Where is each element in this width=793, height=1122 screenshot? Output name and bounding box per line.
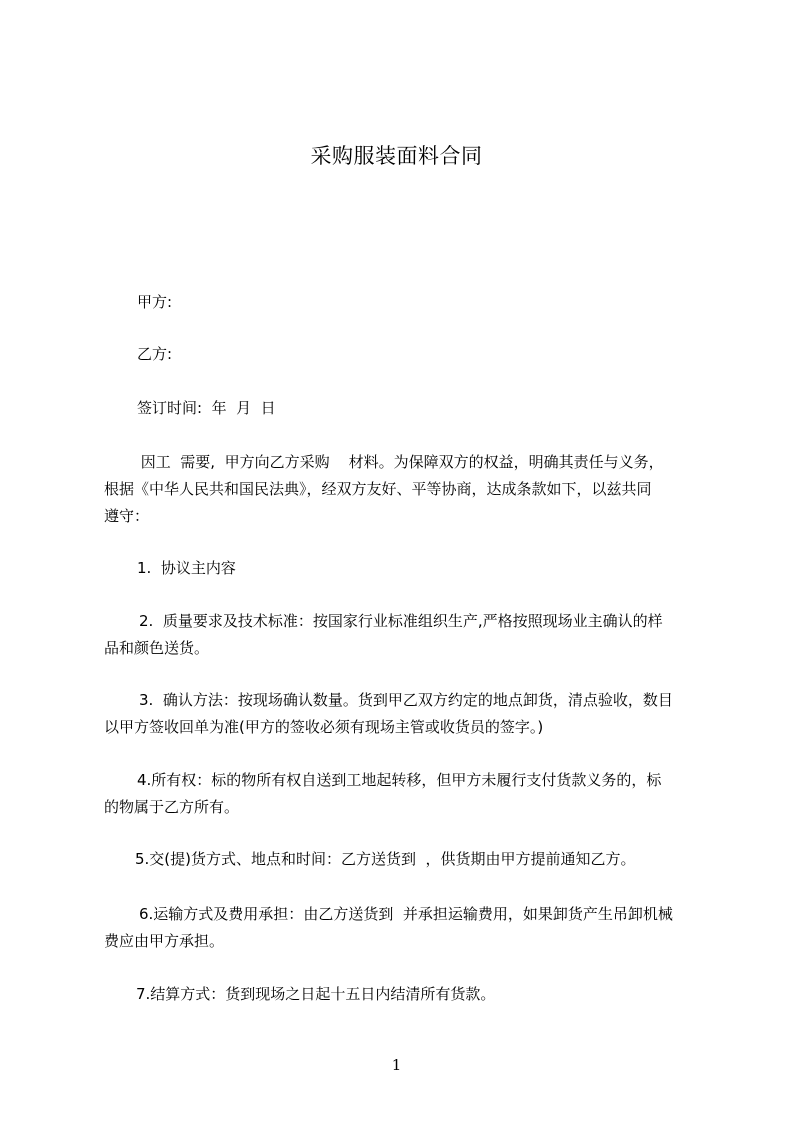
clause-3-paragraph [104,687,716,741]
clause-6-line-2: 费应由甲方承担。 [104,932,225,950]
clause-4-line-1: 4.所有权：标的物所有权自送到工地起转移，但甲方未履行支付货款义务的，标 [137,771,662,789]
clause-7: 7.结算方式：货到现场之日起十五日内结清所有货款。 [136,985,496,1003]
sign-date-label: 签订时间: 年 月 日 [137,399,276,417]
intro-line-2: 根据《中华人民共和国民法典》，经双方友好、平等协商，达成条款如下，以兹共同 [104,480,652,498]
party-b-label: 乙方: [137,345,173,363]
clause-2-line-2: 品和颜色送货。 [104,639,210,657]
party-a-label: 甲方: [137,293,173,311]
clause-2-line-1: 2. 质量要求及技术标准：按国家行业标准组织生产,严格按照现场业主确认的样 [139,612,663,630]
clause-3-line-1: 3. 确认方法：按现场确认数量。货到甲乙双方约定的地点卸货，清点验收，数目 [139,691,673,709]
clause-4-line-2: 的物属于乙方所有。 [104,798,240,816]
contract-title: 采购服装面料合同 [310,144,483,168]
intro-paragraph [104,449,716,530]
clause-4-paragraph [104,767,716,821]
page-number: 1 [391,1056,402,1074]
clause-3-line-2: 以甲方签收回单为准(甲方的签收必须有现场主管或收货员的签字。) [104,718,544,736]
clause-6-paragraph [104,901,716,955]
clause-2-paragraph [104,608,716,662]
clause-1: 1. 协议主内容 [137,559,236,577]
clause-6-line-1: 6.运输方式及费用承担：由乙方送货到 并承担运输费用，如果卸货产生吊卸机械 [139,905,673,923]
intro-line-1: 因工 需要, 甲方向乙方采购 材料。为保障双方的权益，明确其责任与义务， [136,453,664,471]
clause-5: 5.交(提)货方式、地点和时间：乙方送货到 ，供货期由甲方提前通知乙方。 [135,850,636,868]
intro-line-3: 遵守： [104,507,150,525]
